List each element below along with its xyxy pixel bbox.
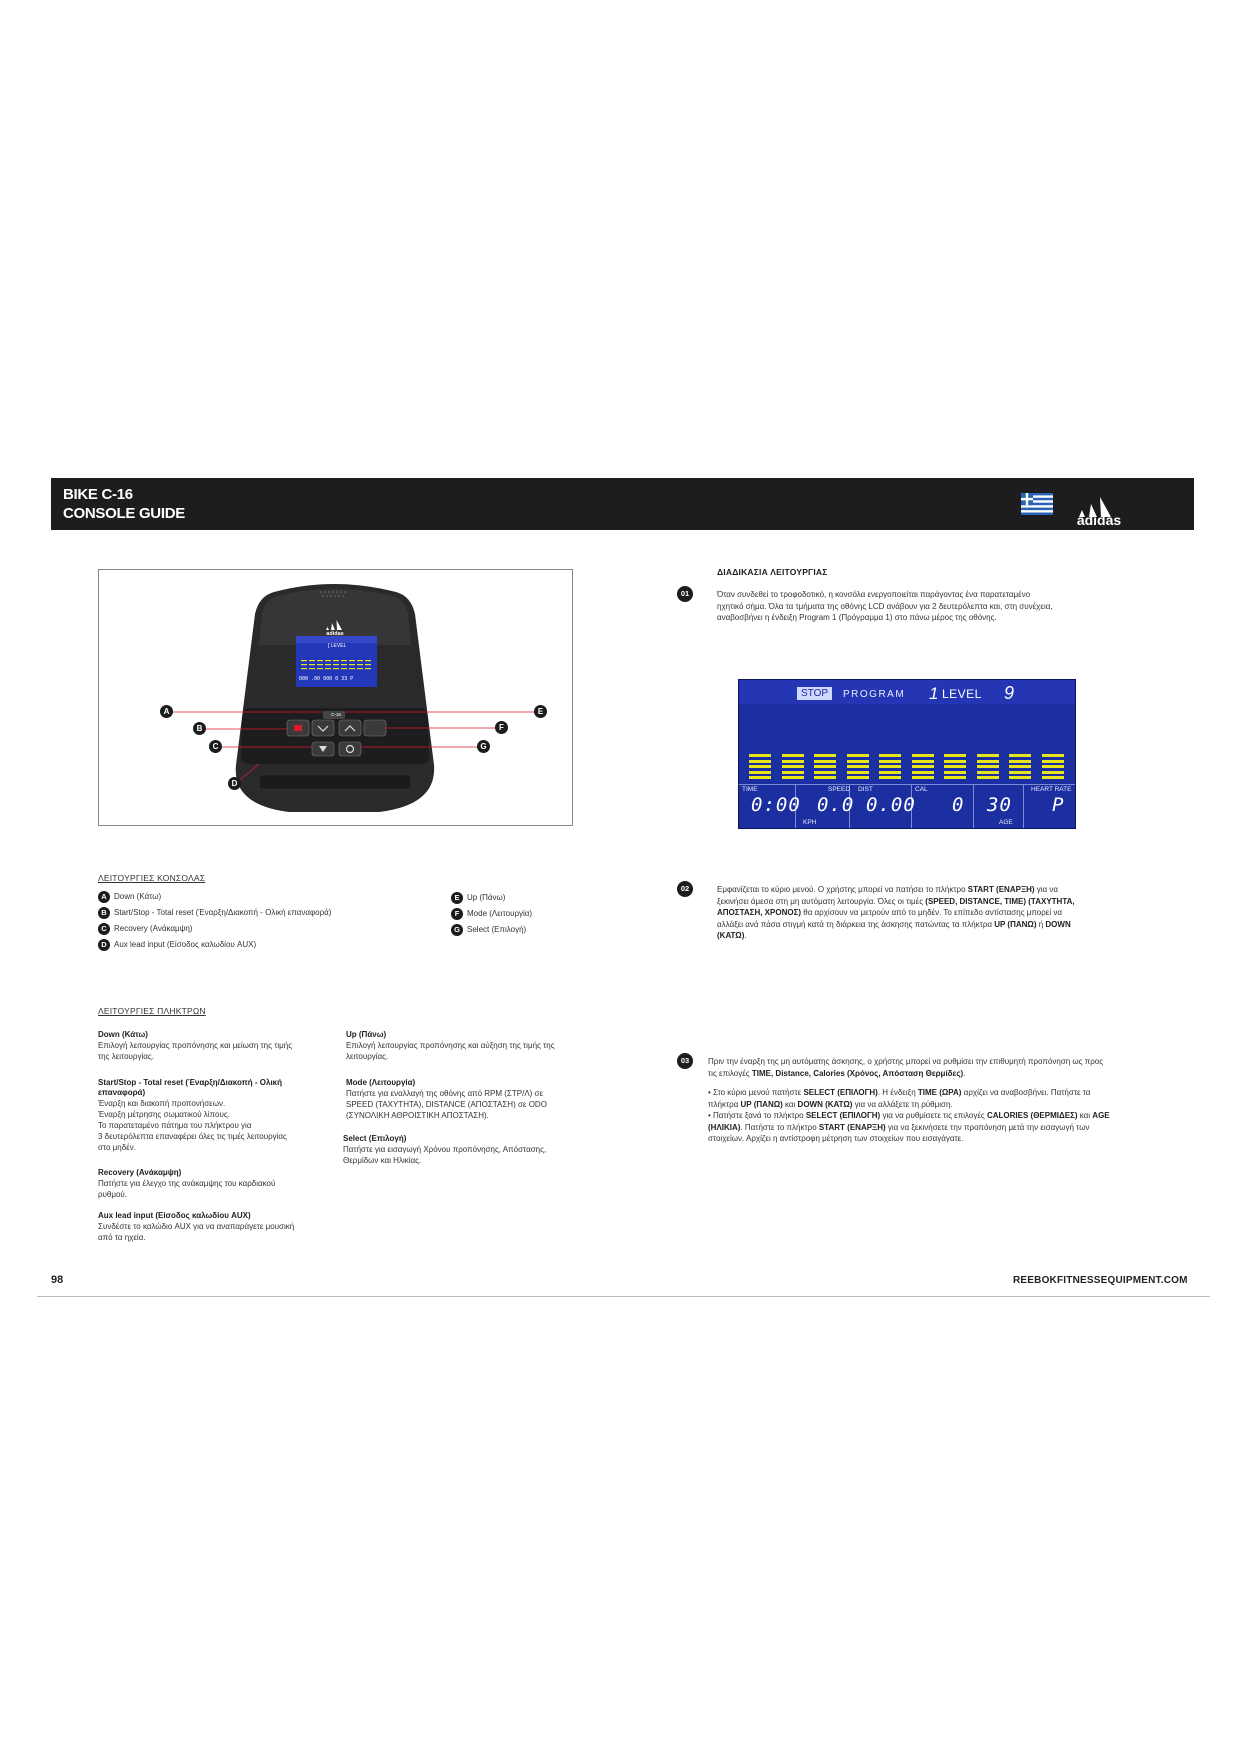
step-01-line-1: Όταν συνδεθεί το τροφοδοτικό, η κονσόλα ενεργοποιείται παράγοντας ένα παρατεταμένο	[717, 590, 1031, 599]
step-02-l3a: ΑΠΟΣΤΑΣΗ, ΧΡΟΝΟΣ)	[717, 908, 802, 917]
key-select-block	[343, 1134, 593, 1166]
step-02-l4a: αλλάξει ανά πάσα στιγμή κατά τη διάρκεια της άσκησης πατώντας τα πλήκτρα	[717, 919, 995, 929]
key-mode-text-2: SPEED (ΤΑΧΥΤΗΤΑ), DISTANCE (ΑΠΟΣΤΑΣΗ) σε ODO	[346, 1100, 547, 1109]
step-02-l5: (ΚΑΤΩ)	[717, 931, 745, 940]
step-03-b4d: για να ξεκινήσετε την προπόνηση μετά την εισαγωγή των	[885, 1122, 1090, 1132]
step-02-l1c: για να	[1034, 885, 1059, 894]
lcd-time-label: TIME	[742, 786, 758, 793]
key-start-text-3: Το παρατεταμένο πάτημα του πλήκτρου για	[98, 1121, 252, 1130]
lcd-bar-segment	[912, 765, 934, 768]
lcd-bar-segment	[847, 765, 869, 768]
step-02-down-key: DOWN	[1045, 919, 1071, 929]
key-recovery-text-1: Πατήστε για έλεγχο της ανάκαμψης του καρδιακού	[98, 1179, 276, 1188]
lcd-bar-segment	[814, 760, 836, 763]
lcd-bar-segment	[782, 765, 804, 768]
lcd-dist-label: DIST	[858, 786, 873, 793]
lcd-bar-segment	[879, 754, 901, 757]
step-03-bullet-2-end: στοιχείων. Αρχίζει η αντίστροφη μέτρηση των στοιχείων που εισαγάγατε.	[708, 1134, 964, 1143]
lcd-bar-segment	[912, 760, 934, 763]
lcd-bar-segment	[782, 776, 804, 779]
greek-flag-icon	[1021, 493, 1053, 515]
lcd-bar-segment	[1042, 771, 1064, 774]
adidas-wordmark: adidas	[1076, 512, 1122, 528]
step-02-text	[717, 884, 1157, 942]
step-03-b2e: για να αλλάξετε τη ρύθμιση.	[852, 1099, 953, 1109]
lcd-sep-5	[1023, 784, 1024, 828]
lcd-heart-rate-value: 30	[987, 794, 1012, 816]
function-item-g	[451, 923, 601, 939]
key-recovery-block	[98, 1168, 338, 1200]
lcd-sep-4	[973, 784, 974, 828]
guide-title-line1: BIKE C-16	[63, 486, 133, 503]
step-03-b3b: SELECT (ΕΠΙΛΟΓΗ)	[805, 1111, 881, 1120]
function-label-a: Down (Κάτω)	[114, 892, 162, 901]
key-up-text-2: λειτουργίας.	[346, 1052, 389, 1061]
lcd-bar-segment	[1009, 754, 1031, 757]
function-label-c: Recovery (Ανάκαμψη)	[114, 924, 193, 933]
function-label-e: Up (Πάνω)	[467, 893, 506, 902]
function-key-f: F	[451, 908, 463, 920]
function-item-f	[451, 907, 601, 923]
step-03-b3d: CALORIES (ΘΕΡΜΙΔΕΣ)	[986, 1111, 1078, 1120]
website-url: REEBOKFITNESSEQUIPMENT.COM	[1013, 1275, 1188, 1286]
key-select-text-1: Πατήστε για εισαγωγή Χρόνου προπόνησης, Απόστασης,	[343, 1145, 547, 1154]
key-aux-text-1: Συνδέστε το καλώδιο AUX για να αναπαράγετε μουσική	[98, 1222, 295, 1231]
step-03-b2b: UP (ΠΑΝΩ)	[740, 1099, 783, 1109]
step-03-b2c: και	[782, 1099, 798, 1109]
key-mode-heading: Mode (Λειτουργία)	[346, 1078, 416, 1087]
lcd-program-label: PROGRAM	[843, 689, 906, 700]
step-03-b4a: (ΗΛΙΚΙΑ)	[708, 1122, 741, 1132]
step-03-bullet-2	[708, 1110, 1168, 1122]
function-key-d: D	[98, 939, 110, 951]
console-functions-left-list	[98, 890, 428, 954]
lcd-bar-segment	[879, 776, 901, 779]
key-start-text-4: 3 δευτερόλεπτα επαναφέρει όλες τις τιμές λειτουργίας	[98, 1132, 287, 1141]
key-down-heading: Down (Κάτω)	[98, 1030, 148, 1039]
key-aux-block	[98, 1211, 338, 1243]
lcd-bar-segment	[944, 760, 966, 763]
lcd-divider	[739, 784, 1075, 785]
function-label-b: Start/Stop - Total reset (Έναρξη/Διακοπή - Ολική επαναφορά)	[114, 908, 332, 917]
mini-lcd-top-text: [ LEVEL	[328, 643, 347, 649]
function-item-e	[451, 891, 601, 907]
console-illustration	[99, 570, 572, 825]
header-bar	[51, 478, 1194, 530]
function-item-d	[98, 938, 428, 954]
lcd-bar-segment	[1009, 765, 1031, 768]
procedure-title: ΔΙΑΔΙΚΑΣΙΑ ΛΕΙΤΟΥΡΓΙΑΣ	[717, 567, 828, 577]
lcd-bar-segment	[1042, 765, 1064, 768]
lcd-heart-rate-label: HEART RATE	[1031, 786, 1072, 793]
key-functions-title: ΛΕΙΤΟΥΡΓΙΕΣ ΠΛΗΚΤΡΩΝ	[98, 1006, 206, 1016]
key-down-text-1: Επιλογή λειτουργίας προπόνησης και μείωση της τιμής	[98, 1041, 293, 1050]
lcd-bar-segment	[814, 776, 836, 779]
step-03-b1c: . Η ένδειξη	[877, 1088, 918, 1097]
key-mode-text-3: (ΣΥΝΟΛΙΚΗ ΑΘΡΟΙΣΤΙΚΗ ΑΠΟΣΤΑΣΗ).	[346, 1111, 489, 1120]
lcd-bar-segment	[847, 776, 869, 779]
step-01-line-3: αναβοσβήνει η ένδειξη Program 1 (Πρόγραμμα 1) στο πάνω μέρος της οθόνης.	[717, 613, 997, 622]
step-03-b4b: . Πατήστε το πλήκτρο	[740, 1122, 819, 1132]
key-down-block	[98, 1030, 338, 1062]
function-label-g: Select (Επιλογή)	[467, 925, 527, 934]
key-aux-heading: Aux lead input (Είσοδος καλωδίου AUX)	[98, 1211, 251, 1220]
step-03-bullet-1	[708, 1087, 1168, 1099]
key-start-heading-2: επαναφορά)	[98, 1088, 146, 1097]
step-03-b2a: πλήκτρα	[708, 1099, 741, 1109]
step-02-l2a: ξεκινήσει άμεσα στη μη αυτόματη λειτουργία. Όλες οι τιμές	[717, 896, 926, 906]
step-03-b3a: • Πατήστε ξανά το πλήκτρο	[708, 1111, 806, 1120]
callout-e: E	[534, 705, 547, 718]
console-brand: adidas	[326, 631, 344, 637]
step-03-badge: 03	[677, 1053, 693, 1069]
lcd-time-value: 0:00	[751, 794, 801, 816]
key-down-text-2: της λειτουργίας.	[98, 1052, 154, 1061]
step-03-line-2	[708, 1068, 1168, 1080]
key-start-block	[98, 1078, 338, 1153]
lcd-bar-segment	[879, 760, 901, 763]
key-start-text-5: στο μηδέν.	[98, 1143, 136, 1152]
function-key-a: A	[98, 891, 110, 903]
step-03-l2a: τις επιλογές	[708, 1068, 752, 1078]
lcd-bar-segment	[912, 754, 934, 757]
lcd-program-number: 1	[929, 684, 939, 703]
key-select-text-2: Θερμίδων και Ηλικίας.	[343, 1156, 422, 1165]
lcd-bar-segment	[1042, 776, 1064, 779]
step-02-badge: 02	[677, 881, 693, 897]
lcd-bar-segment	[879, 771, 901, 774]
lcd-bar-segment	[847, 771, 869, 774]
lcd-bar-segment	[814, 765, 836, 768]
mini-lcd-bottom-text: 000 .00 000 0 33 P	[299, 676, 354, 682]
step-03-b1b: SELECT (ΕΠΙΛΟΓΗ)	[803, 1088, 878, 1097]
step-03-l2b: TIME, Distance, Calories (Χρόνος, Απόσταση Θερμίδες)	[751, 1068, 964, 1078]
lcd-bar-segment	[749, 754, 771, 757]
step-02-line-2	[717, 896, 1157, 908]
step-02-l5b: .	[744, 931, 747, 940]
step-02-line-4	[717, 919, 1157, 931]
lcd-bar-segment	[749, 760, 771, 763]
key-mode-block	[346, 1078, 596, 1121]
lcd-bar-segment	[1009, 771, 1031, 774]
step-03-l2c: .	[963, 1068, 966, 1078]
lcd-bar-segment	[1009, 776, 1031, 779]
step-03-b4c: START (ΕΝΑΡΞΗ)	[818, 1122, 886, 1132]
lcd-display	[738, 679, 1076, 829]
callout-b: B	[193, 722, 206, 735]
console-diagram-frame	[98, 569, 573, 826]
lcd-bar-segment	[749, 765, 771, 768]
lcd-bar-segment	[912, 771, 934, 774]
lcd-bar-segment	[749, 776, 771, 779]
model-badge: C-16	[331, 712, 341, 717]
function-key-c: C	[98, 923, 110, 935]
function-item-b	[98, 906, 428, 922]
lcd-stop-indicator: STOP	[797, 687, 832, 700]
function-key-g: G	[451, 924, 463, 936]
lcd-bar-segment	[944, 765, 966, 768]
key-start-text-2: Έναρξη μέτρησης σωματικού λίπους.	[98, 1110, 230, 1119]
step-03-bullet-2-cont	[708, 1122, 1168, 1134]
key-up-heading: Up (Πάνω)	[346, 1030, 387, 1039]
function-label-d: Aux lead input (Είσοδος καλωδίου AUX)	[114, 940, 257, 949]
lcd-bar-segment	[912, 776, 934, 779]
lcd-bar-segment	[977, 754, 999, 757]
step-03-bullet-1-cont	[708, 1099, 1168, 1111]
lcd-top-bar	[739, 680, 1075, 704]
lcd-bar-segment	[1042, 760, 1064, 763]
key-aux-text-2: από τα ηχεία.	[98, 1233, 146, 1242]
lcd-speed-value: 0.0	[817, 794, 855, 816]
lcd-bar-segment	[977, 765, 999, 768]
step-02-l3b: θα αρχίσουν να μετρούν από το μηδέν. Το επίπεδο αντίστασης μπορεί να	[801, 908, 1062, 917]
lcd-bar-segment	[782, 754, 804, 757]
lcd-calories-value: 0	[952, 794, 965, 816]
guide-title-line2: CONSOLE GUIDE	[63, 505, 185, 522]
lcd-speed-label: SPEED	[828, 786, 851, 793]
key-mode-text-1: Πατήστε για εναλλαγή της οθόνης από RPM (ΣΤΡ/Λ) σε	[346, 1089, 544, 1098]
function-label-f: Mode (Λειτουργία)	[467, 909, 533, 918]
key-select-heading: Select (Επιλογή)	[343, 1134, 407, 1143]
callout-c: C	[209, 740, 222, 753]
lcd-bar-segment	[944, 771, 966, 774]
lcd-bar-segment	[977, 776, 999, 779]
lcd-kph-label: KPH	[803, 819, 817, 826]
lcd-level-value: 9	[1004, 683, 1015, 703]
lcd-bar-segment	[782, 771, 804, 774]
step-03-b2d: DOWN (ΚΑΤΩ)	[797, 1099, 853, 1109]
step-02-start-key: START (ΕΝΑΡΞΗ)	[967, 885, 1035, 894]
step-02-l2b: (SPEED, DISTANCE, TIME) (ΤΑΧΥΤΗΤΑ,	[925, 896, 1075, 906]
step-02-l4c: ή	[1036, 919, 1046, 929]
step-02-l1a: Εμφανίζεται το κύριο μενού. Ο χρήστης μπορεί να πατήσει το πλήκτρο	[717, 885, 968, 894]
lcd-age-label: AGE	[999, 819, 1013, 826]
step-01-badge: 01	[677, 586, 693, 602]
step-03-b3f: AGE	[1092, 1111, 1110, 1120]
callout-g: G	[477, 740, 490, 753]
step-03-b1e: αρχίζει να αναβοσβήνει. Πατήστε τα	[961, 1088, 1091, 1097]
console-functions-title: ΛΕΙΤΟΥΡΓΙΕΣ ΚΟΝΣΟΛΑΣ	[98, 873, 206, 883]
step-03-text	[708, 1056, 1168, 1145]
key-recovery-text-2: ρυθμού.	[98, 1190, 128, 1199]
lcd-program-p: P	[1052, 794, 1065, 816]
callout-f: F	[495, 721, 508, 734]
function-key-b: B	[98, 907, 110, 919]
lcd-bar-segment	[977, 771, 999, 774]
key-start-heading-1: Start/Stop - Total reset (Έναρξη/Διακοπή - Ολική	[98, 1078, 283, 1087]
key-up-text-1: Επιλογή λειτουργίας προπόνησης και αύξηση της τιμής της	[346, 1041, 555, 1050]
lcd-bar-segment	[749, 771, 771, 774]
step-03-b3c: για να ρυθμίσετε τις επιλογές	[880, 1111, 987, 1120]
function-item-c	[98, 922, 428, 938]
step-02-line-5	[717, 930, 1157, 942]
lcd-distance-value: 0.00	[866, 794, 916, 816]
lcd-bar-segment	[1042, 754, 1064, 757]
key-recovery-heading: Recovery (Ανάκαμψη)	[98, 1168, 182, 1177]
callout-a: A	[160, 705, 173, 718]
lcd-bar-segment	[1009, 760, 1031, 763]
callout-d: D	[228, 777, 241, 790]
lcd-bar-segment	[847, 760, 869, 763]
footer-divider	[37, 1296, 1210, 1297]
function-key-e: E	[451, 892, 463, 904]
step-01-text	[717, 589, 1157, 624]
lcd-bar-segment	[879, 765, 901, 768]
lcd-cal-label: CAL	[915, 786, 928, 793]
key-start-text-1: Έναρξη και διακοπή προπονήσεων.	[98, 1099, 226, 1108]
page-number: 98	[51, 1274, 64, 1286]
lcd-bar-segment	[847, 754, 869, 757]
key-up-block	[346, 1030, 596, 1062]
lcd-bar-segment	[782, 760, 804, 763]
lcd-bar-segment	[977, 760, 999, 763]
lcd-bar-segment	[814, 754, 836, 757]
step-03-b1d: TIME (ΩΡΑ)	[917, 1088, 962, 1097]
console-functions-right-list	[451, 891, 601, 939]
function-item-a	[98, 890, 428, 906]
step-03-b3e: και	[1077, 1111, 1093, 1120]
lcd-bar-segment	[814, 771, 836, 774]
step-02-up-key: UP (ΠΑΝΩ)	[994, 919, 1037, 929]
step-03-line-1: Πριν την έναρξη της μη αυτόματης άσκησης, ο χρήστης μπορεί να ρυθμίσει την επιθυμητή προπόνηση ως προς	[708, 1057, 1104, 1066]
step-02-line-3	[717, 907, 1157, 919]
lcd-bar-segment	[944, 754, 966, 757]
step-03-b1a: • Στο κύριο μενού πατήστε	[708, 1088, 804, 1097]
lcd-level-label: LEVEL	[942, 687, 982, 701]
lcd-bar-segment	[944, 776, 966, 779]
step-02-line-1	[717, 884, 1157, 896]
step-01-line-2: ηχητικό σήμα. Όλα τα τμήματα της οθόνης LCD ανάβουν για 2 δευτερόλεπτα και, στη συνέχεια,	[717, 601, 1053, 611]
